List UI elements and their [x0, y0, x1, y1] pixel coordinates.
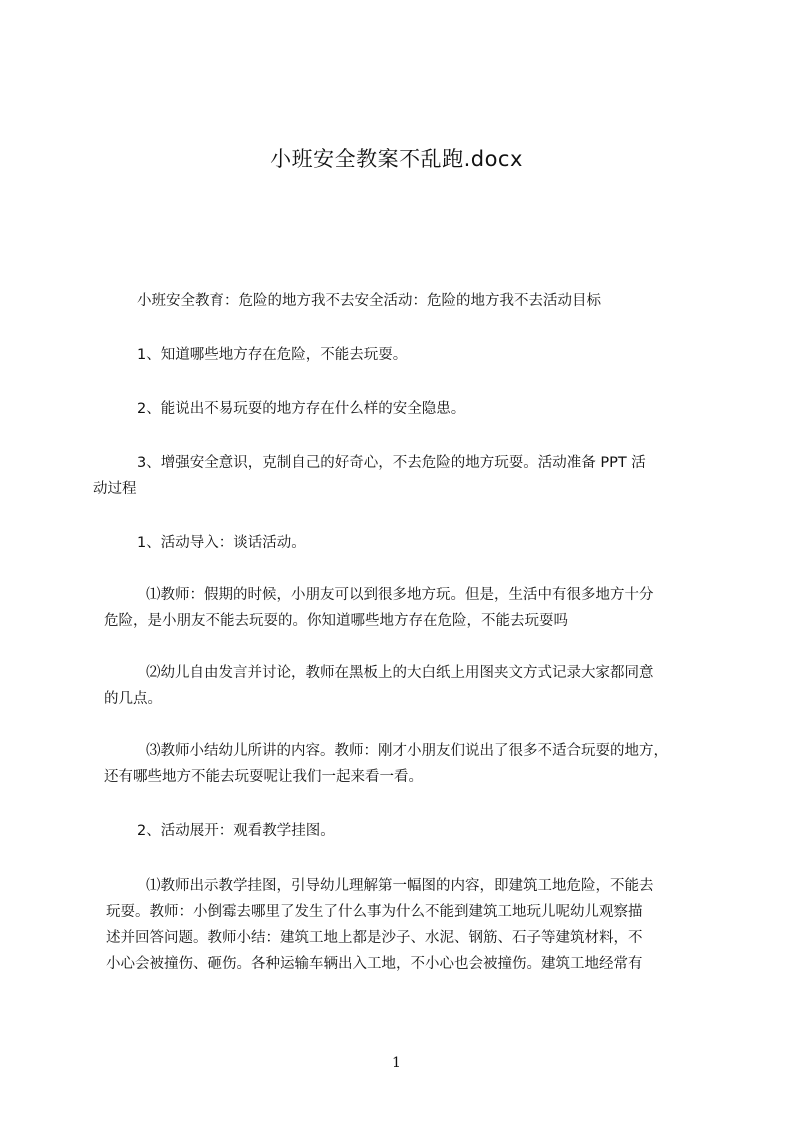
paragraph-line: 的几点。	[104, 691, 162, 707]
paragraph-line: 还有哪些地方不能去玩耍呢让我们一起来看一看。	[104, 769, 423, 785]
paragraph-step-2	[137, 818, 335, 844]
paragraph-line: 动过程	[93, 481, 137, 497]
paragraph-line: ⑵幼儿自由发言并讨论，教师在黑板上的大白纸上用图夹文方式记录大家都同意	[146, 665, 654, 681]
paragraph-step-1-2	[104, 660, 654, 712]
paragraph-line: ⑴教师出示教学挂图，引导幼儿理解第一幅图的内容，即建筑工地危险，不能去	[146, 878, 654, 894]
paragraph-intro	[137, 288, 601, 314]
paragraph-line: 玩耍。教师：小倒霉去哪里了发生了什么事为什么不能到建筑工地玩儿呢幼儿观察描	[106, 904, 643, 920]
paragraph-line: 2、活动展开：观看教学挂图。	[137, 823, 335, 839]
paragraph-step-1	[137, 530, 306, 556]
page-number: 1	[392, 1055, 401, 1071]
paragraph-line: 小班安全教育：危险的地方我不去安全活动：危险的地方我不去活动目标	[137, 293, 601, 309]
paragraph-line: 3、增强安全意识，克制自己的好奇心，不去危险的地方玩耍。活动准备 PPT 活	[137, 455, 646, 471]
paragraph-line: 述并回答问题。教师小结：建筑工地上都是沙子、水泥、钢筋、石子等建筑材料，不	[106, 930, 643, 946]
paragraph-line: 1、活动导入：谈话活动。	[137, 535, 306, 551]
paragraph-goal-2	[137, 396, 465, 422]
paragraph-step-1-3	[104, 738, 668, 790]
paragraph-line: ⑴教师：假期的时候，小朋友可以到很多地方玩。但是，生活中有很多地方十分	[146, 587, 654, 603]
paragraph-step-2-1	[106, 873, 654, 977]
paragraph-line: 小心会被撞伤、砸伤。各种运输车辆出入工地，不小心也会被撞伤。建筑工地经常有	[106, 956, 643, 972]
paragraph-goal-3	[93, 450, 646, 502]
document-title: 小班安全教案不乱跑.docx	[270, 147, 523, 171]
paragraph-line: 2、能说出不易玩耍的地方存在什么样的安全隐患。	[137, 401, 466, 417]
paragraph-line: 1、知道哪些地方存在危险，不能去玩耍。	[137, 347, 408, 363]
paragraph-line: ⑶教师小结幼儿所讲的内容。教师：刚才小朋友们说出了很多不适合玩耍的地方，	[146, 743, 668, 759]
paragraph-goal-1	[137, 342, 407, 368]
paragraph-line: 危险，是小朋友不能去玩耍的。你知道哪些地方存在危险，不能去玩耍吗	[104, 613, 568, 629]
paragraph-step-1-1	[104, 582, 654, 634]
